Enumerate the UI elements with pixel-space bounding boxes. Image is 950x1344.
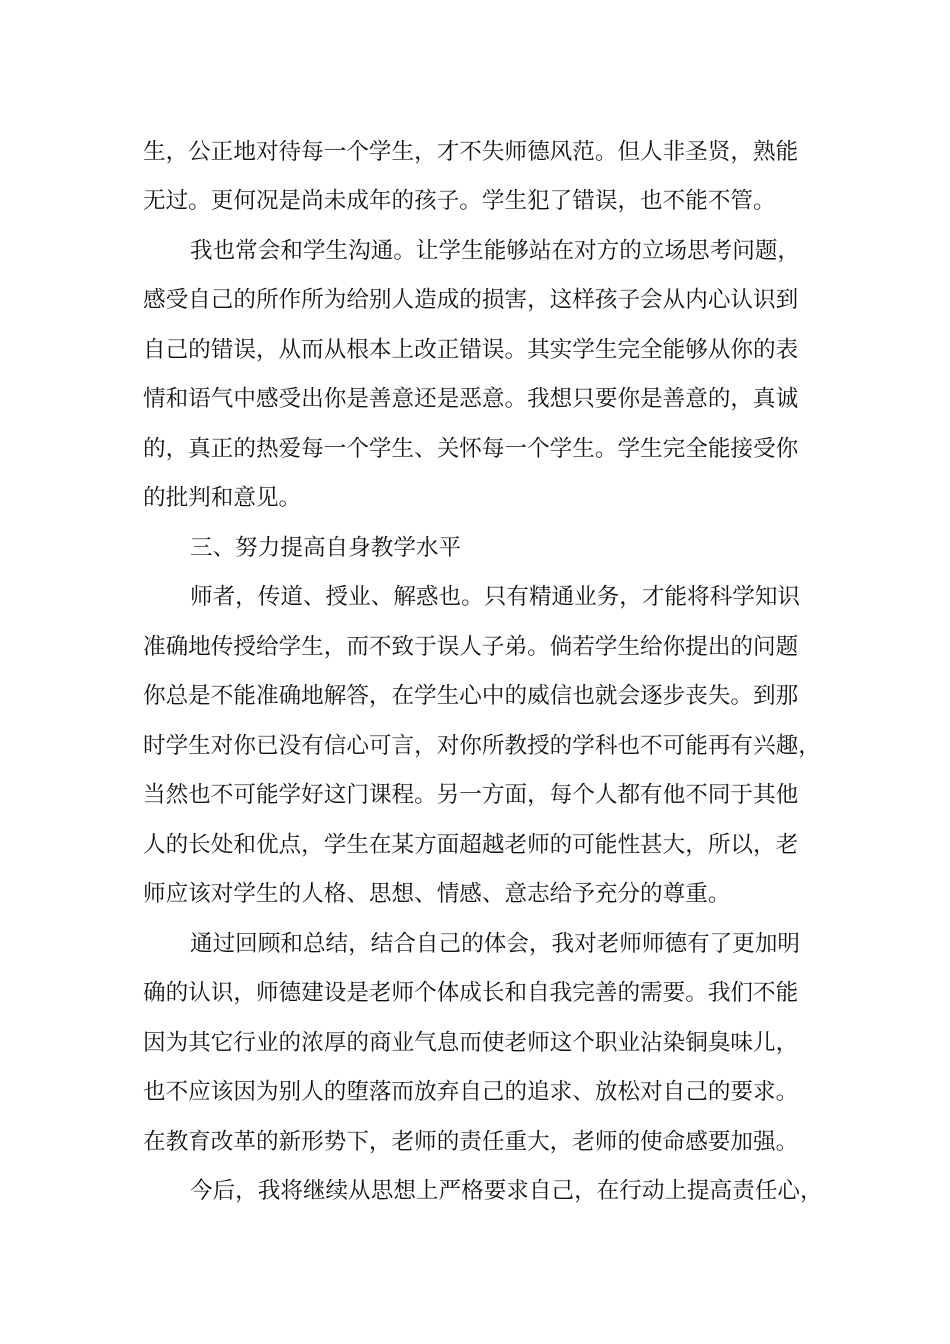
text-line: 感受自己的所作所为给别人造成的损害，这样孩子会从内心认识到 xyxy=(143,287,799,313)
paragraph-first-line: 师者，传道、授业、解惑也。只有精通业务，才能将科学知识 xyxy=(190,584,801,610)
text-line: 的批判和意见。 xyxy=(143,485,302,511)
text-line: 你总是不能准确地解答，在学生心中的威信也就会逐步丧失。到那 xyxy=(143,683,799,709)
text-line: 师应该对学生的人格、思想、情感、意志给予充分的尊重。 xyxy=(143,881,731,907)
text-line: 的，真正的热爱每一个学生、关怀每一个学生。学生完全能接受你 xyxy=(143,436,799,462)
text-line: 确的认识，师德建设是老师个体成长和自我完善的需要。我们不能 xyxy=(143,980,799,1006)
text-line: 无过。更何况是尚未成年的孩子。学生犯了错误，也不能不管。 xyxy=(143,188,776,214)
text-line: 也不应该因为别人的堕落而放弃自己的追求、放松对自己的要求。 xyxy=(143,1079,799,1105)
section-heading: 三、努力提高自身教学水平 xyxy=(190,535,462,561)
text-line: 人的长处和优点，学生在某方面超越老师的可能性甚大，所以，老 xyxy=(143,832,799,858)
text-line: 时学生对你已没有信心可言，对你所教授的学科也不可能再有兴趣， xyxy=(143,733,821,759)
paragraph-first-line: 通过回顾和总结，结合自己的体会，我对老师师德有了更加明 xyxy=(190,931,801,957)
text-line: 情和语气中感受出你是善意还是恶意。我想只要你是善意的，真诚 xyxy=(143,386,799,412)
text-line: 因为其它行业的浓厚的商业气息而使老师这个职业沾染铜臭味儿， xyxy=(143,1030,799,1056)
text-line: 在教育改革的新形势下，老师的责任重大，老师的使命感要加强。 xyxy=(143,1129,799,1155)
text-line: 自己的错误，从而从根本上改正错误。其实学生完全能够从你的表 xyxy=(143,337,799,363)
text-line: 准确地传授给学生，而不致于误人子弟。倘若学生给你提出的问题 xyxy=(143,634,799,660)
paragraph-first-line: 今后，我将继续从思想上严格要求自己，在行动上提高责任心， xyxy=(190,1178,823,1204)
text-line: 当然也不可能学好这门课程。另一方面，每个人都有他不同于其他 xyxy=(143,782,799,808)
text-line: 生，公正地对待每一个学生，才不失师德风范。但人非圣贤，熟能 xyxy=(143,139,799,165)
paragraph-first-line: 我也常会和学生沟通。让学生能够站在对方的立场思考问题， xyxy=(190,238,801,264)
